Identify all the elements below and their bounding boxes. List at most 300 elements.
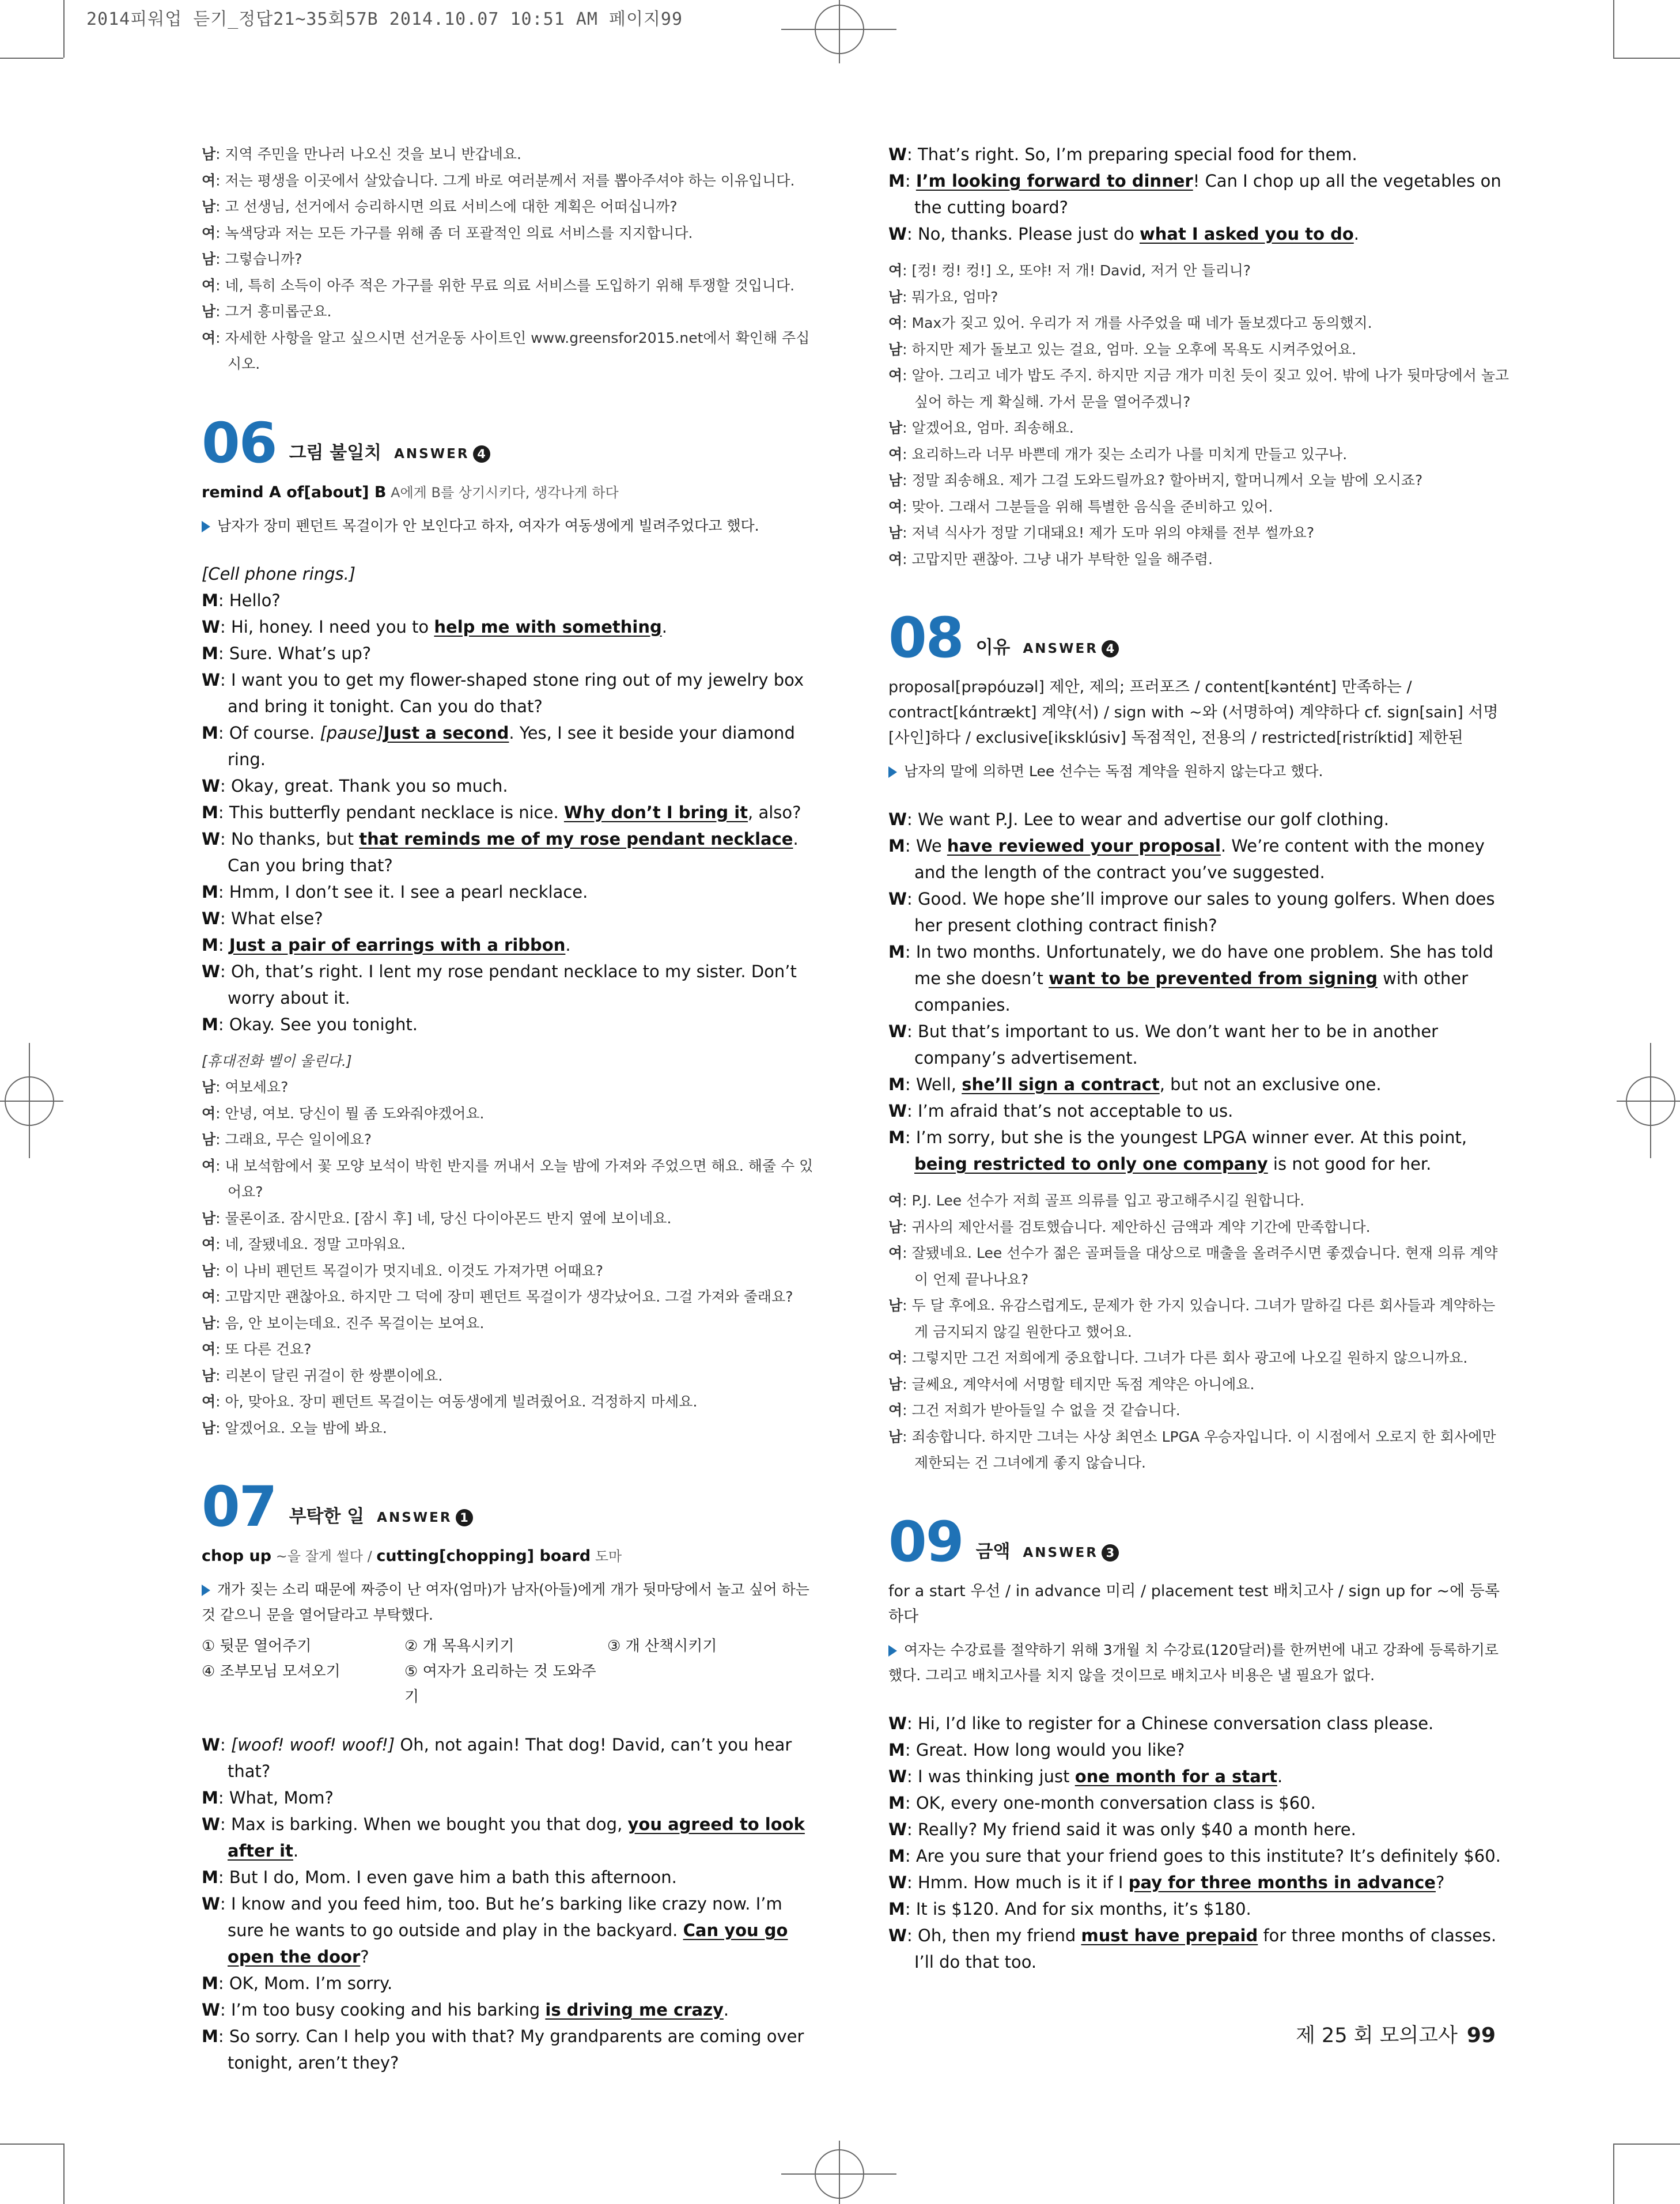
speaker-label: 남 — [202, 1079, 216, 1095]
line-text: : Hi, honey. I need you to — [220, 617, 434, 637]
key-phrase: Why don’t I bring it — [563, 802, 748, 822]
dialogue-line — [888, 1124, 1511, 1177]
line-text: : What, Mom? — [218, 1788, 334, 1808]
line-text: : 저녁 식사가 정말 기대돼요! 제가 도마 위의 야채를 전부 썰까요? — [902, 524, 1315, 541]
line-text: : I’m too busy cooking and his barking — [220, 2000, 546, 2020]
s07-english-transcript-cont — [888, 141, 1511, 247]
dialogue-line — [202, 905, 821, 932]
dialogue-line — [202, 958, 821, 1011]
dialogue-line — [888, 1896, 1511, 1922]
dialogue-line — [202, 1864, 821, 1891]
answer-mark: 3 — [1102, 1544, 1119, 1562]
speaker-label: W — [202, 776, 220, 796]
dialogue-line — [888, 1371, 1511, 1398]
s05-korean-transcript — [202, 141, 821, 377]
dialogue-line — [202, 667, 821, 720]
speaker-label: W — [202, 829, 220, 849]
line-text: : We — [905, 836, 947, 856]
speaker-label: W — [888, 145, 907, 164]
answer-label: ANSWER 3 — [1023, 1544, 1119, 1562]
speaker-label: M — [202, 935, 218, 955]
speaker-label: M — [888, 836, 905, 856]
key-phrase: pay for three months in advance — [1128, 1872, 1436, 1892]
line-text: : — [905, 171, 916, 191]
speaker-label: 남 — [202, 1262, 216, 1279]
dialogue-line — [888, 1843, 1511, 1869]
page-footer — [1296, 2020, 1496, 2048]
line-text: : 그거 흥미롭군요. — [215, 303, 332, 320]
line-text: . — [565, 935, 571, 955]
speaker-label: M — [888, 1899, 905, 1919]
line-text: : 요리하느라 너무 바쁜데 개가 짖는 소리가 나를 미치게 만들고 있구나. — [902, 445, 1348, 463]
key-phrase: I’m looking forward to dinner — [915, 171, 1193, 191]
speaker-label: 여 — [202, 1157, 216, 1174]
line-text: : So sorry. Can I help you with that? My grandparents are coming over tonight, aren’t they? — [218, 2027, 804, 2073]
key-phrase: have reviewed your proposal — [947, 836, 1221, 856]
line-text: : But that’s important to us. We don’t want her to be in another company’s advertisement. — [907, 1022, 1439, 1068]
line-text: : 잘됐네요. Lee 선수가 젊은 골퍼들을 대상으로 매출을 올려주시면 좋겠습니다. 현재 의류 계약이 언제 끝나나요? — [902, 1245, 1498, 1288]
dialogue-line — [888, 258, 1511, 284]
dialogue-line — [888, 467, 1511, 494]
registration-line — [839, 0, 840, 63]
key-phrase: she’ll sign a contract — [962, 1075, 1160, 1094]
summary-line: 남자의 말에 의하면 Lee 선수는 독점 계약을 원하지 않는다고 했다. — [888, 759, 1511, 784]
dialogue-line — [888, 1869, 1511, 1896]
line-text: ? — [360, 1947, 369, 1967]
dialogue-line — [888, 939, 1511, 1018]
line-text: with other companies. — [914, 969, 1469, 1015]
speaker-label: 남 — [202, 1131, 216, 1148]
vocab-line: remind A of[about] B A에게 B를 상기시키다, 생각나게 하다 — [202, 483, 619, 501]
dialogue-line — [888, 141, 1511, 168]
dialogue-line — [202, 1363, 821, 1389]
s08-english-transcript — [888, 806, 1511, 1177]
line-text: : No thanks, but — [220, 829, 360, 849]
dialogue-line — [888, 1098, 1511, 1124]
s07-korean-transcript — [888, 258, 1511, 572]
answer-mark: 4 — [473, 445, 490, 463]
dialogue-line — [888, 310, 1511, 337]
section-title: 이유 — [975, 637, 1011, 658]
dialogue-line — [202, 640, 821, 667]
dialogue-line — [202, 1997, 821, 2023]
speaker-label: 여 — [888, 262, 903, 279]
speaker-label: W — [888, 1101, 907, 1121]
speaker-label: 남 — [888, 1297, 903, 1314]
dialogue-line — [888, 1018, 1511, 1071]
registration-line — [0, 1101, 63, 1102]
key-phrase: Can you go open the door — [228, 1921, 788, 1967]
section-number: 06 — [202, 410, 277, 475]
dialogue-line — [202, 1785, 821, 1811]
vocab-line: proposal[prəpóuzəl] 제안, 제의; 프러포즈 / content[kəntént] 만족하는 / contract[kɑ́ntrækt] 계약(서) / sign with ~와 (서명하여) 계약하다 cf. sign[sain] 서명[사인]하다 / exclusive[iksklúsiv] 독점적인, 전용의 / restricted[ristríktid] 제한된 — [888, 678, 1499, 747]
line-text: : No, thanks. Please just do — [907, 224, 1140, 244]
dialogue-line — [202, 1891, 821, 1970]
dialogue-line — [888, 1816, 1511, 1843]
speaker-label: M — [202, 590, 218, 610]
dialogue-line — [888, 520, 1511, 546]
line-text: : 리본이 달린 귀걸이 한 쌍뿐이에요. — [215, 1367, 443, 1384]
line-text: : 두 달 후에요. 유감스럽게도, 문제가 한 가지 있습니다. 그녀가 말하길 다른 회사들과 계약하는 게 금지되지 않길 원한다고 했어요. — [902, 1297, 1496, 1340]
speaker-label: 남 — [888, 472, 903, 489]
dialogue-line — [888, 284, 1511, 311]
dialogue-line — [202, 246, 821, 273]
section-number: 08 — [888, 606, 963, 670]
speaker-label: W — [202, 617, 220, 637]
key-phrase: one month for a start — [1074, 1766, 1277, 1786]
line-text: : 귀사의 제안서를 검토했습니다. 제안하신 금액과 계약 기간에 만족합니다. — [902, 1218, 1371, 1235]
dialogue-line — [202, 932, 821, 958]
triangle-bullet-icon — [888, 1645, 897, 1657]
line-text: : P.J. Lee 선수가 저희 골프 의류를 입고 광고해주시길 원합니다. — [902, 1192, 1305, 1209]
line-text: . — [661, 617, 667, 637]
speaker-label: W — [888, 224, 907, 244]
crop-mark — [0, 58, 63, 59]
line-text: : Sure. What’s up? — [218, 643, 372, 663]
speaker-label: M — [888, 171, 905, 191]
speaker-label: 남 — [202, 146, 216, 162]
line-text: : I was thinking just — [907, 1766, 1075, 1786]
speaker-label: 여 — [888, 1192, 903, 1209]
line-text: : We want P.J. Lee to wear and advertise our golf clothing. — [907, 810, 1389, 829]
dialogue-line — [202, 2023, 821, 2076]
registration-line — [781, 2173, 896, 2175]
option-1: ① 뒷문 열어주기 — [202, 1638, 312, 1655]
section-08-header — [888, 606, 1511, 670]
speaker-label: 여 — [888, 1349, 903, 1366]
line-text: : Are you sure that your friend goes to this institute? It’s definitely $60. — [905, 1846, 1501, 1866]
line-text: : 또 다른 건요? — [215, 1341, 312, 1358]
line-text: : 음, 안 보이는데요. 진주 목걸이는 보여요. — [215, 1314, 485, 1332]
key-phrase: is driving me crazy — [545, 2000, 724, 2020]
speaker-label: M — [202, 882, 218, 902]
line-text: : 물론이죠. 잠시만요. [잠시 후] 네, 당신 다이아몬드 반지 옆에 보이네요. — [215, 1209, 672, 1227]
line-text: . — [723, 2000, 729, 2020]
s06-korean-transcript — [202, 1074, 821, 1441]
crop-mark — [63, 0, 65, 58]
line-text: : 뭐가요, 엄마? — [902, 288, 998, 305]
line-text: : — [218, 935, 229, 955]
dialogue-line — [202, 773, 821, 799]
line-text: : It is $120. And for six months, it’s $180. — [905, 1899, 1251, 1919]
speaker-label: 남 — [888, 341, 903, 358]
line-text: : I’m afraid that’s not acceptable to us. — [907, 1101, 1233, 1121]
speaker-label: 남 — [202, 251, 216, 267]
dialogue-line — [888, 441, 1511, 468]
crop-mark — [1613, 0, 1614, 58]
speaker-label: 남 — [202, 1419, 216, 1436]
crop-mark — [1613, 2143, 1680, 2145]
dialogue-line — [888, 1424, 1511, 1476]
section-09-header — [888, 1509, 1511, 1574]
line-text: : 그렇지만 그건 저희에게 중요합니다. 그녀가 다른 회사 광고에 나오길 원하지 않으니까요. — [902, 1349, 1468, 1366]
option-4: ④ 조부모님 모셔오기 — [202, 1663, 340, 1680]
dialogue-line — [888, 1240, 1511, 1292]
footer-label: 제 25 회 모의고사 — [1296, 2024, 1458, 2047]
dialogue-line — [202, 879, 821, 905]
dialogue-line — [202, 141, 821, 168]
line-text: : 아, 맞아요. 장미 펜던트 목걸이는 여동생에게 빌려줬어요. 걱정하지 마세요. — [215, 1393, 698, 1410]
answer-mark: 1 — [456, 1509, 473, 1526]
line-text: : 여보세요? — [215, 1079, 289, 1095]
dialogue-line — [202, 168, 821, 194]
key-phrase: must have prepaid — [1081, 1925, 1258, 1945]
stage-direction: [휴대전화 벨이 울린다.] — [202, 1052, 352, 1069]
dialogue-line — [202, 194, 821, 220]
registration-line — [781, 29, 896, 30]
speaker-label: 여 — [202, 1341, 216, 1358]
summary-line: 여자는 수강료를 절약하기 위해 3개월 치 수강료(120달러)를 한꺼번에 내고 강좌에 등록하기로 했다. 그리고 배치고사를 치지 않을 것이므로 배치고사 비용은 낼 필요가 없다. — [888, 1641, 1499, 1684]
dialogue-line — [888, 1710, 1511, 1737]
option-2: ② 개 목욕시키기 — [404, 1638, 514, 1655]
speaker-label: 여 — [202, 1236, 216, 1253]
speaker-label: M — [202, 1014, 218, 1034]
line-text: : Hello? — [218, 590, 281, 610]
dialogue-line — [202, 298, 821, 325]
dialogue-line — [202, 1970, 821, 1997]
speaker-label: 남 — [888, 1375, 903, 1393]
line-text: : 맞아. 그래서 그분들을 위해 특별한 음식을 준비하고 있어. — [902, 498, 1273, 515]
answer-label: ANSWER 4 — [394, 445, 490, 463]
speaker-label: 여 — [888, 1245, 903, 1261]
line-text: : 자세한 사항을 알고 싶으시면 선거운동 사이트인 www.greensfor2015.net에서 확인해 주십시오. — [215, 329, 810, 372]
speaker-label: W — [202, 1894, 220, 1914]
right-column — [888, 141, 1511, 1975]
dialogue-line — [202, 325, 821, 377]
s08-korean-transcript — [888, 1188, 1511, 1476]
line-text: Yes, I see it beside your diamond ring. — [228, 723, 795, 769]
registration-line — [839, 2141, 840, 2204]
s06-english-transcript — [202, 561, 821, 1038]
speaker-label: 여 — [888, 498, 903, 515]
line-text: ? — [1435, 1872, 1445, 1892]
speaker-label: 남 — [888, 1218, 903, 1235]
dialogue-line — [202, 1811, 821, 1864]
line-text: : Of course. — [218, 723, 320, 743]
dialogue-line — [888, 362, 1511, 415]
line-text: : Max가 짖고 있어. 우리가 저 개를 사주었을 때 네가 돌보겠다고 동의했지. — [902, 315, 1372, 331]
dialogue-line — [888, 1292, 1511, 1345]
line-text: . — [1353, 224, 1360, 244]
line-text: : 녹색당과 저는 모든 가구를 위해 좀 더 포괄적인 의료 서비스를 지지합니다. — [215, 224, 693, 241]
stage-direction: [pause] — [320, 723, 384, 743]
speaker-label: 남 — [202, 198, 216, 215]
line-text: . Can you bring that? — [228, 829, 799, 875]
line-text: : 지역 주민을 만나러 나오신 것을 보니 반갑네요. — [215, 146, 522, 162]
section-title: 금액 — [975, 1541, 1011, 1562]
speaker-label: M — [888, 942, 905, 962]
dialogue-line — [202, 1205, 821, 1232]
line-text: is not good for her. — [1267, 1154, 1432, 1174]
line-text: : But I do, Mom. I even gave him a bath this afternoon. — [218, 1867, 677, 1887]
dialogue-line — [202, 1336, 821, 1363]
key-phrase: you agreed to look after it — [228, 1814, 805, 1861]
speaker-label: M — [888, 1846, 905, 1866]
speaker-label: 여 — [202, 329, 216, 346]
line-text: : This butterfly pendant necklace is nice. — [218, 802, 564, 822]
dialogue-line — [888, 1397, 1511, 1424]
dialogue-line — [202, 1310, 821, 1337]
dialogue-line — [888, 1737, 1511, 1763]
speaker-label: W — [888, 810, 907, 829]
speaker-label: M — [202, 1867, 218, 1887]
line-text: Oh, not again! That dog! David, can’t you hear that? — [228, 1735, 792, 1781]
line-text: : Hmm. How much is it if I — [907, 1872, 1129, 1892]
line-text: : 그렇습니까? — [215, 251, 302, 267]
line-text: ! Can I chop up all the vegetables on the cutting board? — [914, 171, 1501, 217]
speaker-label: M — [202, 643, 218, 663]
line-text: : 그건 저희가 받아들일 수 없을 것 같습니다. — [902, 1402, 1180, 1419]
key-phrase: that reminds me of my rose pendant necklace — [359, 829, 793, 849]
line-text: , but not an exclusive one. — [1159, 1075, 1382, 1094]
speaker-label: M — [202, 2027, 218, 2046]
line-text: : Oh, then my friend — [907, 1925, 1081, 1945]
dialogue-line — [202, 1732, 821, 1785]
section-number: 07 — [202, 1475, 277, 1539]
dialogue-line — [202, 220, 821, 247]
answer-label: ANSWER 1 — [377, 1509, 472, 1526]
dialogue-line — [888, 1763, 1511, 1790]
speaker-label: 남 — [888, 1428, 903, 1445]
speaker-label: 남 — [888, 524, 903, 541]
line-text: : Really? My friend said it was only $40 a month here. — [907, 1819, 1356, 1839]
speaker-label: W — [888, 1766, 907, 1786]
answer-label: ANSWER 4 — [1023, 640, 1119, 657]
line-text: : 고맙지만 괜찮아요. 하지만 그 덕에 장미 펜던트 목걸이가 생각났어요. 그걸 가져와 줄래요? — [215, 1288, 793, 1305]
dialogue-line — [888, 806, 1511, 833]
speaker-label: M — [888, 1740, 905, 1760]
answer-mark: 4 — [1102, 640, 1119, 657]
crop-mark — [1613, 2143, 1614, 2204]
speaker-label: W — [888, 1022, 907, 1041]
speaker-label: 남 — [202, 1209, 216, 1227]
dialogue-line — [888, 1345, 1511, 1371]
line-text: : In two months. Unfortunately, we do have one problem. She has told me she doesn’t — [905, 942, 1494, 988]
crop-mark — [1613, 58, 1680, 59]
line-text: : 죄송합니다. 하지만 그녀는 사상 최연소 LPGA 우승자입니다. 이 시점에서 오로지 한 회사에만 제한되는 건 그녀에게 좋지 않습니다. — [902, 1428, 1496, 1471]
key-phrase: being restricted to only one company — [914, 1154, 1268, 1174]
line-text: : OK, Mom. I’m sorry. — [218, 1974, 393, 1993]
dialogue-line — [202, 1389, 821, 1415]
line-text: , also? — [748, 802, 801, 822]
dialogue-line — [888, 415, 1511, 441]
line-text: for three months of classes. I’ll do that too. — [914, 1925, 1497, 1972]
speaker-label: W — [888, 1713, 907, 1733]
vocab-line: for a start 우선 / in advance 미리 / placement test 배치고사 / sign up for ~에 등록하다 — [888, 1582, 1500, 1625]
line-text: : 알아. 그리고 네가 밥도 주지. 하지만 지금 개가 미친 듯이 짖고 있어. 밖에 나가 뒷마당에서 놀고 싶어 하는 게 확실해. 가서 문을 열어주겠니? — [902, 367, 1509, 410]
dialogue-line — [202, 614, 821, 640]
section-title: 부탁한 일 — [289, 1506, 365, 1527]
speaker-label: M — [888, 1075, 905, 1094]
dialogue-line — [202, 1284, 821, 1310]
line-text: : I want you to get my flower-shaped stone ring out of my jewelry box and bring it tonight. Can you do that? — [220, 670, 804, 716]
dialogue-line — [202, 273, 821, 299]
line-text: . We’re content with the money and the length of the contract you’ve suggested. — [914, 836, 1485, 882]
dialogue-line — [202, 1074, 821, 1101]
key-phrase: help me with something — [434, 617, 662, 637]
speaker-label: W — [202, 670, 220, 690]
line-text: . — [509, 723, 520, 743]
dialogue-line — [202, 1126, 821, 1153]
summary-line: 남자가 장미 펜던트 목걸이가 안 보인다고 하자, 여자가 여동생에게 빌려주었다고 했다. — [202, 513, 821, 539]
dialogue-line — [888, 546, 1511, 573]
registration-line — [1650, 1043, 1651, 1158]
section-07-header — [202, 1475, 821, 1539]
dialogue-line — [202, 1258, 821, 1284]
line-text: : 이 나비 펜던트 목걸이가 멋지네요. 이것도 가져가면 어때요? — [215, 1262, 603, 1279]
triangle-bullet-icon — [888, 766, 897, 778]
speaker-label: 남 — [202, 1367, 216, 1384]
speaker-label: 여 — [888, 550, 903, 568]
registration-line — [1617, 1101, 1680, 1102]
vocab-line: chop up ~을 잘게 썰다 / cutting[chopping] board 도마 — [202, 1547, 622, 1565]
dialogue-line — [888, 1790, 1511, 1816]
speaker-label: M — [202, 1974, 218, 1993]
speaker-label: W — [888, 1872, 907, 1892]
line-text: : OK, every one-month conversation class is $60. — [905, 1793, 1316, 1813]
line-text: : Good. We hope she’ll improve our sales to young golfers. When does her present clothing contract finish? — [907, 889, 1495, 935]
line-text: : I’m sorry, but she is the youngest LPGA winner ever. At this point, — [905, 1128, 1467, 1147]
speaker-label: W — [202, 1735, 220, 1755]
speaker-label: 여 — [888, 1402, 903, 1419]
dialogue-line — [888, 168, 1511, 221]
dialogue-line — [888, 886, 1511, 939]
line-text: : Well, — [905, 1075, 962, 1094]
line-text: : Okay. See you tonight. — [218, 1014, 418, 1034]
key-phrase: Just a pair of earrings with a ribbon — [229, 935, 566, 955]
speaker-label: 여 — [202, 1393, 216, 1410]
speaker-label: 남 — [888, 288, 903, 305]
line-text: : Hmm, I don’t see it. I see a pearl necklace. — [218, 882, 588, 902]
speaker-label: W — [202, 908, 220, 928]
line-text: : 글쎄요, 계약서에 서명할 테지만 독점 계약은 아니에요. — [902, 1375, 1255, 1393]
line-text: : 그래요, 무슨 일이에요? — [215, 1131, 372, 1148]
dialogue-line — [202, 561, 821, 587]
speaker-label: 남 — [202, 1314, 216, 1332]
speaker-label: 여 — [202, 1105, 216, 1122]
s07-english-transcript — [202, 1732, 821, 2076]
section-number: 09 — [888, 1509, 963, 1574]
dialogue-line — [202, 1415, 821, 1442]
speaker-label: W — [202, 1814, 220, 1834]
dialogue-line — [202, 587, 821, 614]
line-text: . — [293, 1841, 299, 1861]
speaker-label: M — [888, 1793, 905, 1813]
line-text: : — [220, 1735, 231, 1755]
page-number: 99 — [1466, 2024, 1496, 2047]
dialogue-line — [888, 1922, 1511, 1975]
option-3: ③ 개 산책시키기 — [607, 1638, 717, 1655]
section-06-header — [202, 410, 821, 475]
dialogue-line — [202, 826, 821, 879]
speaker-label: M — [202, 802, 218, 822]
stage-direction: [Cell phone rings.] — [202, 564, 356, 584]
option-5: ⑤ 여자가 요리하는 것 도와주기 — [404, 1663, 596, 1706]
line-text: : 안녕, 여보. 당신이 뭘 좀 도와줘야겠어요. — [215, 1105, 485, 1122]
print-slug: 2014피워업 듣기_정답21~35회57B 2014.10.07 10:51 AM 페이지99 — [86, 9, 683, 29]
dialogue-line — [202, 720, 821, 773]
line-text: : Hi, I’d like to register for a Chinese conversation class please. — [907, 1713, 1434, 1733]
line-text: : I know and you feed him, too. But he’s barking like crazy now. I’m sure he wants to go outside and play in the backyard. — [220, 1894, 782, 1940]
speaker-label: 여 — [202, 277, 216, 294]
speaker-label: M — [202, 1788, 218, 1808]
speaker-label: 여 — [888, 367, 903, 384]
speaker-label: W — [888, 1819, 907, 1839]
speaker-label: 남 — [202, 303, 216, 320]
key-phrase: Just a second — [383, 723, 509, 743]
key-phrase: what I asked you to do — [1139, 224, 1354, 244]
speaker-label: 여 — [202, 224, 216, 241]
